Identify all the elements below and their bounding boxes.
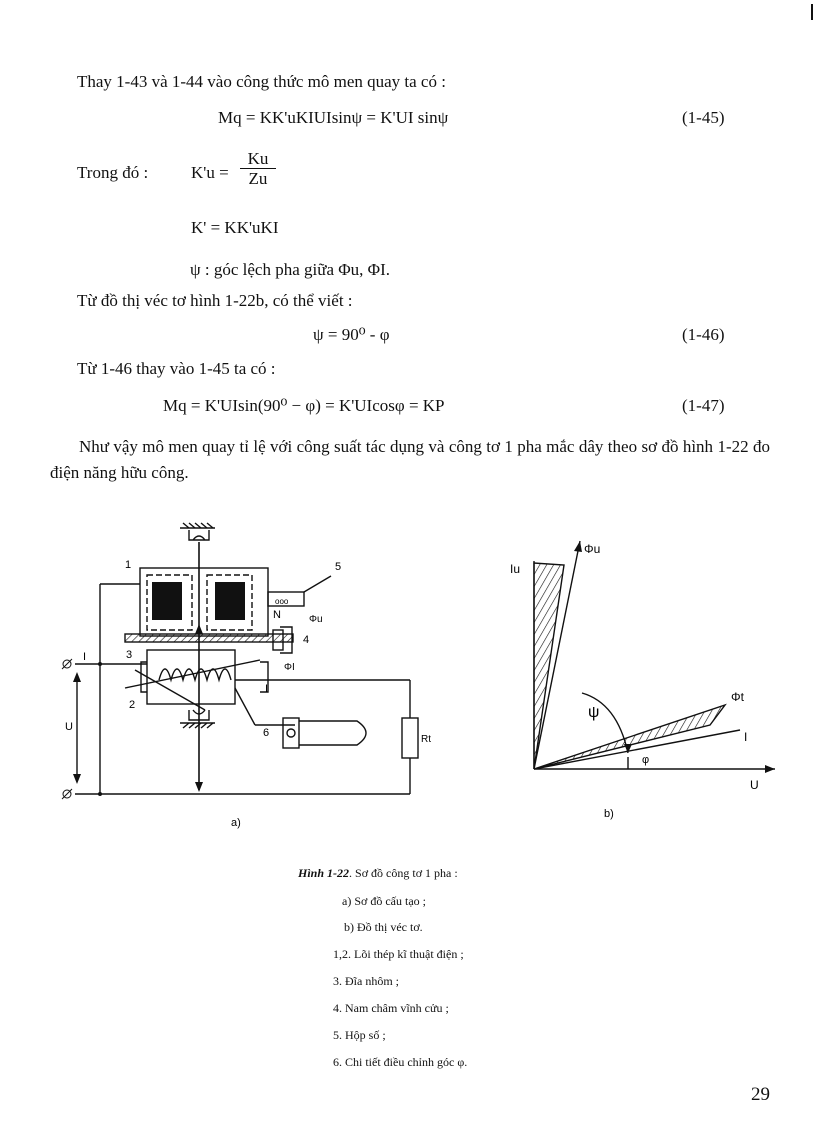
diagram-reference: Từ đồ thị véc tơ hình 1-22b, có thể viết : <box>77 291 353 310</box>
page-number: 29 <box>751 1084 770 1105</box>
label-6: 6 <box>263 727 270 739</box>
label-phi-t: Φt <box>731 690 744 704</box>
figure-b-vector-diagram <box>500 525 800 825</box>
figure-a-label: a) <box>231 817 241 829</box>
kprime-definition: K' = KK'uKI <box>191 218 279 237</box>
caption-line: b) Đồ thị véc tơ. <box>344 920 423 934</box>
label-1: 1 <box>125 559 132 571</box>
caption-title-rest: . Sơ đồ công tơ 1 pha : <box>349 866 458 880</box>
equation-number-1-47: (1-47) <box>682 396 725 415</box>
intro-text: Thay 1-43 và 1-44 vào công thức mô men quay ta có : <box>77 72 446 91</box>
label-psi: ψ <box>588 704 600 721</box>
ku-numerator: Ku <box>240 150 276 169</box>
figure-b-label: b) <box>604 808 614 820</box>
label-3: 3 <box>126 649 133 661</box>
label-n: N <box>273 609 281 621</box>
label-u: U <box>65 721 73 733</box>
equation-1-47: Mq = K'UIsin(90⁰ − φ) = K'UIcosφ = KP <box>163 396 445 415</box>
label-phi-angle: φ <box>642 754 650 766</box>
where-label: Trong đó : <box>77 163 149 182</box>
psi-definition: ψ : góc lệch pha giữa Φu, ΦI. <box>190 260 391 279</box>
label-i-coil: I <box>265 683 269 695</box>
caption-line: 5. Hộp số ; <box>333 1028 386 1042</box>
ku-fraction <box>240 150 276 189</box>
label-i-left: I <box>83 651 87 663</box>
caption-line: a) Sơ đồ cấu tạo ; <box>342 894 426 908</box>
equation-1-45: Mq = KK'uKIUIsinψ = K'UI sinψ <box>218 108 449 127</box>
equation-number-1-46: (1-46) <box>682 325 725 344</box>
page-edge-mark <box>811 4 813 20</box>
label-2: 2 <box>129 699 136 711</box>
caption-title <box>298 866 458 881</box>
ku-denominator: Zu <box>248 169 268 188</box>
caption-line: 3. Đĩa nhôm ; <box>333 974 399 988</box>
label-phi-u-b: Φu <box>584 542 601 556</box>
label-4: 4 <box>303 634 310 646</box>
caption-title-bold: Hình 1-22 <box>298 866 350 880</box>
caption-line: 1,2. Lõi thép kĩ thuật điện ; <box>333 947 464 961</box>
label-phi-u: Φu <box>309 614 323 625</box>
figure-a-diagram <box>55 520 435 830</box>
label-rt: Rt <box>421 734 431 745</box>
label-u-b: U <box>750 778 759 792</box>
counter-digits: ooo <box>275 597 289 606</box>
label-5: 5 <box>335 561 342 573</box>
equation-1-46: ψ = 90⁰ - φ <box>313 325 390 344</box>
label-phi-i: ΦI <box>284 662 295 673</box>
conclusion-paragraph: Như vậy mô men quay tỉ lệ với công suất tác dụng và công tơ 1 pha mắc dây theo sơ đồ hình 1-22 đo điện năng hữu công. <box>50 437 770 482</box>
label-i-b: I <box>744 730 748 744</box>
ku-lhs: K'u = <box>191 163 229 182</box>
substitute-text: Từ 1-46 thay vào 1-45 ta có : <box>77 359 276 378</box>
label-iu: Iu <box>510 562 521 576</box>
caption-line: 4. Nam châm vĩnh cửu ; <box>333 1001 449 1015</box>
caption-line: 6. Chi tiết điều chỉnh góc φ. <box>333 1055 468 1069</box>
equation-number-1-45: (1-45) <box>682 108 725 127</box>
